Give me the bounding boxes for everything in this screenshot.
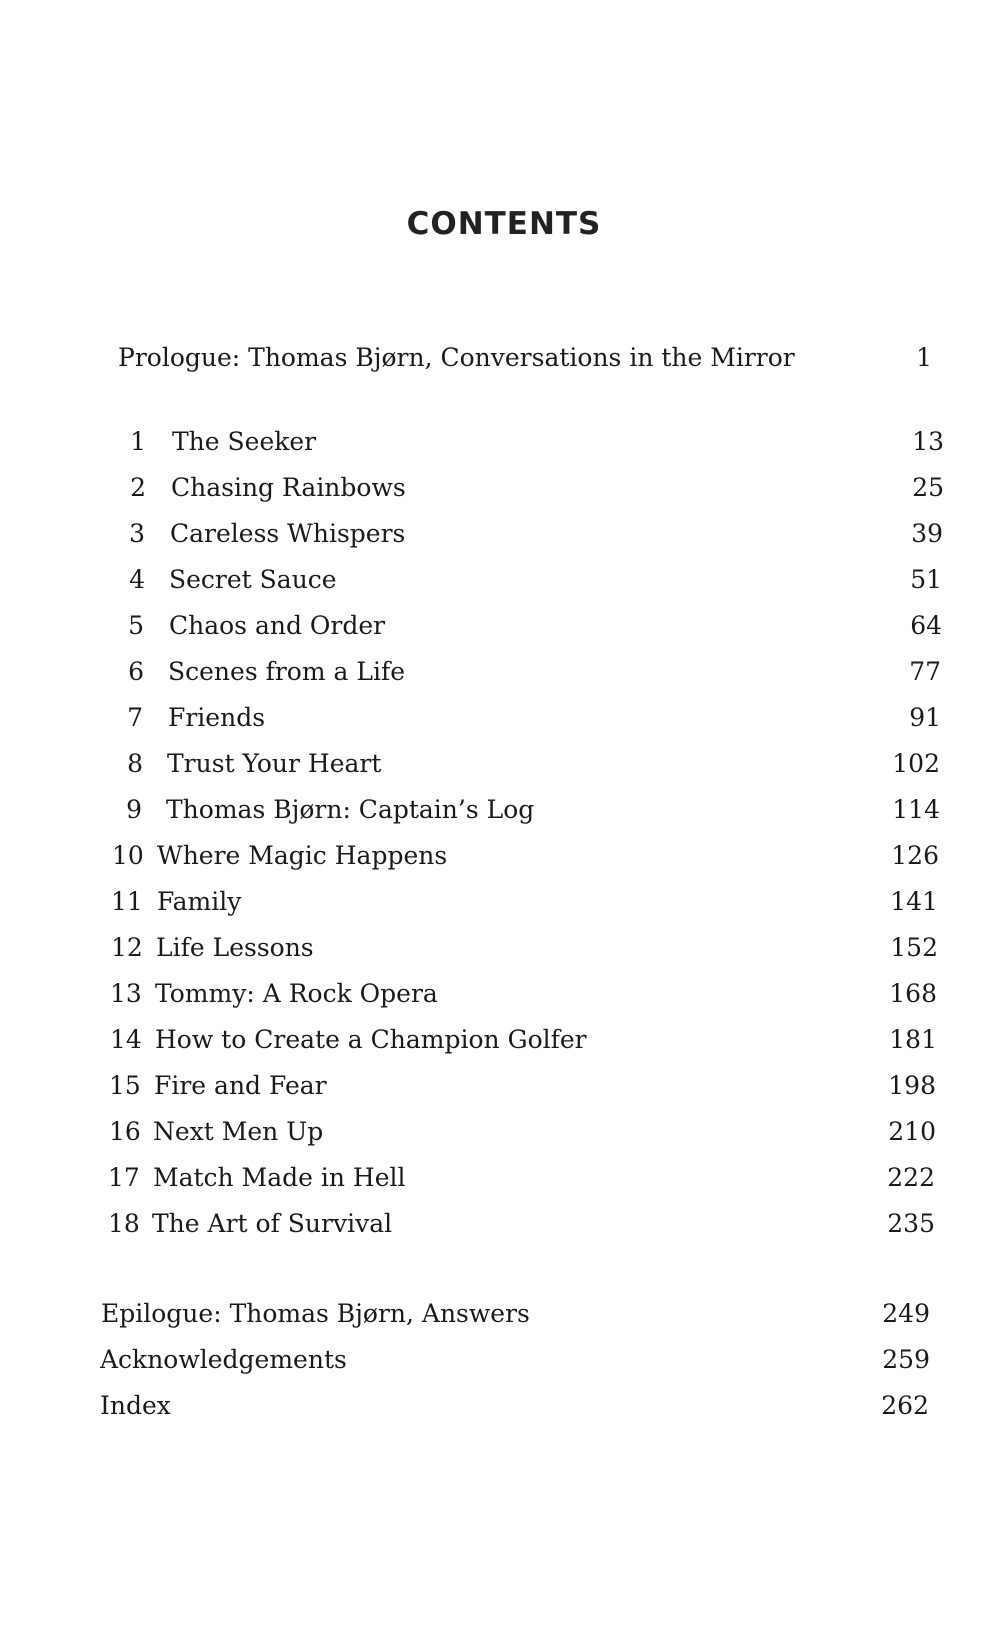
toc-page-number: 51 — [910, 565, 942, 594]
toc-chapter[interactable] — [0, 654, 1008, 690]
toc-page-number: 126 — [891, 841, 939, 870]
chapter-number: 15 — [109, 1071, 141, 1100]
chapter-number: 2 — [130, 473, 146, 502]
chapter-number: 17 — [108, 1163, 140, 1192]
toc-chapter[interactable] — [0, 1206, 1008, 1242]
toc-chapter[interactable] — [0, 792, 1008, 828]
chapter-number: 7 — [127, 703, 143, 732]
toc-page-number: 198 — [888, 1071, 936, 1100]
toc-chapter[interactable] — [0, 700, 1008, 736]
chapter-title: How to Create a Champion Golfer — [155, 1025, 587, 1054]
toc-chapter[interactable] — [0, 562, 1008, 598]
toc-page-number: 210 — [888, 1117, 936, 1146]
toc-page-number: 141 — [890, 887, 938, 916]
toc-page-number: 168 — [889, 979, 937, 1008]
toc-page-number: 114 — [892, 795, 940, 824]
chapter-title: Family — [157, 887, 242, 916]
chapter-number: 18 — [108, 1209, 140, 1238]
chapter-title: Chaos and Order — [169, 611, 386, 640]
chapter-number: 13 — [110, 979, 142, 1008]
toc-acknowledgements[interactable] — [0, 1342, 1008, 1378]
chapter-number: 14 — [110, 1025, 142, 1054]
toc-page-number: 91 — [909, 703, 941, 732]
chapter-title: Careless Whispers — [170, 519, 406, 548]
toc-page-number: 249 — [882, 1299, 930, 1328]
chapter-title: Trust Your Heart — [167, 749, 382, 778]
toc-chapter[interactable] — [0, 746, 1008, 782]
toc-chapter[interactable] — [0, 1160, 1008, 1196]
chapter-title: Friends — [168, 703, 266, 732]
toc-chapter[interactable] — [0, 470, 1008, 506]
chapter-number: 3 — [129, 519, 145, 548]
toc-page-number: 1 — [916, 343, 932, 372]
toc-entry-title: Epilogue: Thomas Bjørn, Answers — [101, 1299, 530, 1328]
page-title: CONTENTS — [406, 206, 602, 242]
toc-page-number: 222 — [887, 1163, 935, 1192]
toc-chapter[interactable] — [0, 1022, 1008, 1058]
toc-prologue[interactable] — [0, 340, 1008, 376]
toc-epilogue[interactable] — [0, 1296, 1008, 1332]
chapter-title: Tommy: A Rock Opera — [155, 979, 438, 1008]
toc-entry-title: Acknowledgements — [100, 1345, 347, 1374]
chapter-number: 5 — [128, 611, 144, 640]
toc-page-number: 259 — [882, 1345, 930, 1374]
toc-index[interactable] — [0, 1388, 1008, 1424]
chapter-number: 6 — [128, 657, 144, 686]
chapter-number: 9 — [126, 795, 142, 824]
chapter-title: Next Men Up — [153, 1117, 324, 1146]
toc-page-number: 13 — [912, 427, 944, 456]
toc-page-number: 77 — [909, 657, 941, 686]
chapter-title: Chasing Rainbows — [171, 473, 406, 502]
toc-page-number: 235 — [887, 1209, 935, 1238]
toc-chapter[interactable] — [0, 838, 1008, 874]
toc-chapter[interactable] — [0, 1114, 1008, 1150]
chapter-number: 8 — [127, 749, 143, 778]
toc-page-number: 64 — [910, 611, 942, 640]
chapter-number: 16 — [109, 1117, 141, 1146]
toc-chapter[interactable] — [0, 1068, 1008, 1104]
toc-page-number: 25 — [912, 473, 944, 502]
chapter-title: Thomas Bjørn: Captain’s Log — [166, 795, 535, 824]
toc-page-number: 262 — [881, 1391, 929, 1420]
chapter-title: Life Lessons — [156, 933, 314, 962]
chapter-number: 10 — [112, 841, 144, 870]
chapter-number: 11 — [111, 887, 143, 916]
chapter-number: 12 — [111, 933, 143, 962]
toc-chapter[interactable] — [0, 976, 1008, 1012]
chapter-title: Fire and Fear — [154, 1071, 327, 1100]
chapter-title: Secret Sauce — [169, 565, 337, 594]
toc-page-number: 39 — [911, 519, 943, 548]
chapter-title: The Seeker — [172, 427, 317, 456]
toc-entry-title: Prologue: Thomas Bjørn, Conversations in the Mirror — [118, 343, 795, 372]
chapter-title: Match Made in Hell — [153, 1163, 406, 1192]
toc-chapter[interactable] — [0, 884, 1008, 920]
chapter-title: Where Magic Happens — [157, 841, 448, 870]
chapter-number: 4 — [129, 565, 145, 594]
toc-page-number: 102 — [892, 749, 940, 778]
toc-chapter[interactable] — [0, 930, 1008, 966]
toc-chapter[interactable] — [0, 516, 1008, 552]
toc-page-number: 181 — [889, 1025, 937, 1054]
toc-chapter[interactable] — [0, 424, 1008, 460]
toc-page-number: 152 — [890, 933, 938, 962]
chapter-title: Scenes from a Life — [168, 657, 405, 686]
toc-entry-title: Index — [100, 1391, 171, 1420]
toc-chapter[interactable] — [0, 608, 1008, 644]
chapter-title: The Art of Survival — [152, 1209, 393, 1238]
chapter-number: 1 — [130, 427, 146, 456]
